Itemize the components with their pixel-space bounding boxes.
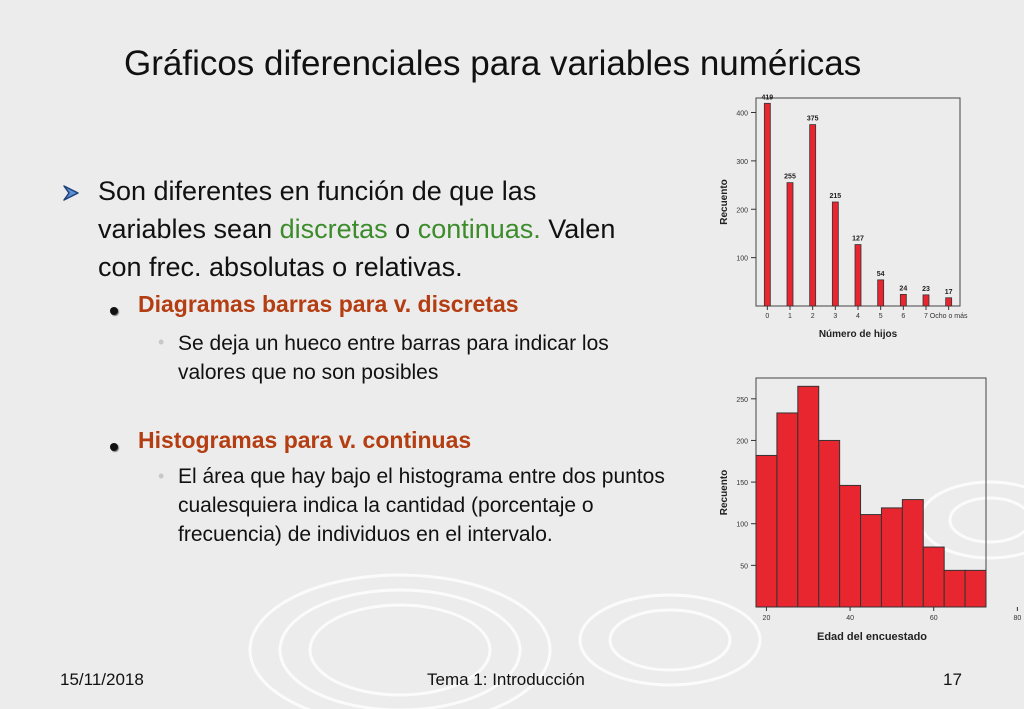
data-label: 255	[784, 173, 796, 181]
histogram-bar	[944, 570, 965, 607]
data-label: 419	[761, 94, 774, 102]
sub-bullet-icon: •	[158, 466, 165, 486]
section-heading-continuas: Histogramas para v. continuas	[138, 427, 472, 453]
x-tick-label: 20	[762, 615, 771, 622]
y-tick-label: 400	[736, 110, 748, 118]
data-label: 23	[922, 285, 930, 293]
data-label: 24	[899, 285, 908, 293]
x-tick-label: 1	[788, 313, 792, 320]
y-tick-label: 150	[736, 480, 748, 488]
histogram-bar	[819, 440, 840, 607]
bar	[764, 103, 770, 306]
bar	[946, 298, 952, 306]
histogram-bar	[923, 547, 944, 607]
y-axis-label: Recuento	[719, 469, 730, 516]
bar	[832, 202, 838, 306]
main-bullet-text-1: Son diferentes en función de que las variables sean	[98, 176, 537, 244]
x-tick-label: 7	[924, 313, 928, 320]
main-bullet-text-3: Valen con frec. absolutas o relativas.	[98, 214, 616, 282]
histogram-bar	[861, 515, 882, 607]
histogram-bar	[798, 386, 819, 607]
histogram-edad	[700, 374, 1022, 649]
histogram-bar	[902, 500, 923, 607]
main-bullet-text	[98, 172, 638, 286]
data-label: 375	[806, 115, 819, 123]
bar	[878, 280, 884, 306]
footer-date: 15/11/2018	[60, 670, 144, 689]
y-tick-label: 200	[736, 207, 748, 215]
x-tick-label: 80	[1013, 615, 1022, 622]
histogram-bar	[756, 455, 777, 607]
y-axis-label: Recuento	[719, 179, 730, 225]
footer-topic: Tema 1: Introducción	[427, 670, 585, 689]
y-tick-label: 200	[736, 438, 748, 446]
y-tick-label: 100	[736, 255, 748, 263]
dot-bullet-icon	[110, 443, 118, 451]
y-tick-label: 300	[736, 158, 748, 166]
data-label: 127	[852, 235, 864, 243]
x-tick-label: 0	[765, 313, 770, 320]
x-axis-label: Edad del encuestado	[816, 631, 928, 643]
histogram-bar	[881, 508, 902, 607]
y-tick-label: 250	[736, 396, 748, 404]
footer-page-number: 17	[943, 670, 962, 689]
data-label: 215	[829, 193, 842, 200]
x-axis-label: Número de hijos	[818, 329, 898, 340]
data-label: 17	[944, 288, 953, 296]
bar	[810, 125, 816, 306]
data-label: 54	[876, 270, 885, 278]
main-bullet-text-2: o	[387, 214, 418, 244]
discretas-term: discretas	[279, 214, 388, 244]
y-tick-label: 50	[740, 563, 748, 571]
slide-title: Gráficos diferenciales para variables numéricas	[124, 44, 862, 83]
dot-bullet-icon	[110, 307, 118, 315]
bar	[900, 294, 906, 306]
bar	[923, 295, 929, 306]
y-tick-label: 100	[736, 521, 748, 529]
bar	[787, 183, 793, 306]
section-detail-discretas: Se deja un hueco entre barras para indicar los valores que no son posibles	[178, 332, 609, 384]
histogram-bar	[840, 485, 861, 607]
sub-bullet-icon: •	[158, 332, 165, 352]
x-tick-label: 5	[878, 313, 883, 320]
x-tick-label: 6	[901, 313, 906, 320]
histogram-bar	[777, 413, 798, 607]
section-heading-discretas: Diagramas barras para v. discretas	[138, 291, 519, 317]
continuas-term: continuas.	[417, 214, 541, 244]
x-tick-label: 40	[846, 615, 854, 622]
x-tick-label: 2	[810, 313, 815, 320]
histogram-bar	[965, 570, 986, 607]
x-tick-label: Ocho o más	[929, 313, 968, 320]
x-tick-label: 60	[929, 615, 938, 622]
section-detail-continuas: El área que hay bajo el histograma entre dos puntos cualesquiera indica la cantidad (porcentaje o frecuencia) de individuos en el intervalo.	[178, 465, 665, 546]
bar	[855, 245, 861, 306]
arrow-bullet-icon	[62, 184, 82, 202]
x-tick-label: 4	[856, 313, 860, 320]
bar-chart-hijos	[700, 92, 980, 347]
x-tick-label: 3	[833, 313, 838, 320]
